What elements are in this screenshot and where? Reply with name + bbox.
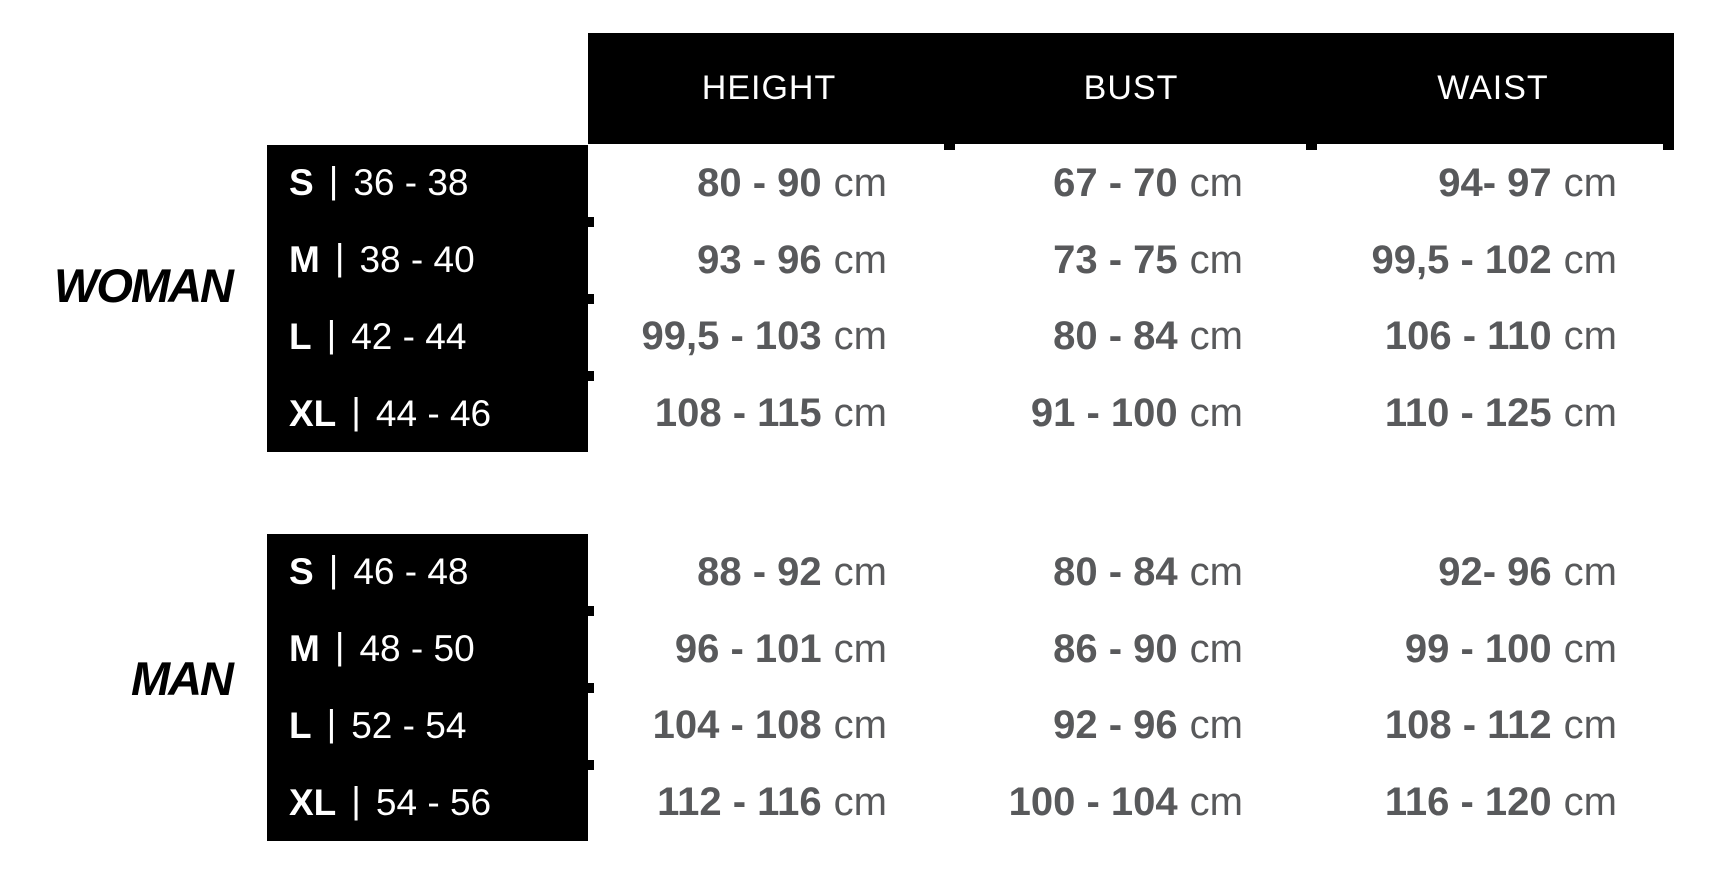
unit-label: cm	[833, 703, 887, 748]
bust-value: 100 - 104 cm	[1008, 780, 1243, 825]
size-row	[289, 611, 588, 688]
unit-label: cm	[1563, 703, 1617, 748]
section-label-woman: WOMAN	[54, 259, 232, 312]
unit-label: cm	[1189, 780, 1243, 825]
column-header-bust: BUST	[1083, 69, 1179, 107]
size-row	[289, 534, 588, 611]
size-row	[289, 222, 588, 299]
size-code: S	[289, 162, 314, 204]
waist-value: 108 - 112 cm	[1384, 703, 1617, 748]
column-header-waist: WAIST	[1437, 69, 1549, 107]
column-header-height: HEIGHT	[701, 69, 837, 107]
unit-label: cm	[833, 160, 887, 205]
size-range: 38 - 40	[359, 239, 475, 281]
tick-mark	[587, 294, 594, 304]
tick-mark	[587, 683, 594, 693]
waist-value: 99,5 - 102 cm	[1371, 237, 1617, 282]
size-row	[289, 375, 588, 452]
size-separator: |	[334, 626, 345, 668]
man-size-box	[267, 534, 588, 841]
height-value: 96 - 101 cm	[674, 626, 887, 671]
unit-label: cm	[833, 549, 887, 594]
size-code: M	[289, 239, 320, 281]
unit-label: cm	[1189, 314, 1243, 359]
size-row	[289, 688, 588, 765]
bust-value: 86 - 90 cm	[1053, 626, 1243, 671]
size-range: 52 - 54	[351, 704, 467, 746]
table-row	[588, 375, 1674, 452]
unit-label: cm	[1563, 780, 1617, 825]
tick-mark	[944, 144, 955, 150]
size-range: 48 - 50	[359, 628, 475, 670]
table-row	[588, 534, 1674, 611]
tick-mark	[587, 606, 594, 616]
height-value: 88 - 92 cm	[697, 549, 887, 594]
size-separator: |	[326, 702, 337, 744]
unit-label: cm	[1189, 549, 1243, 594]
size-range: 46 - 48	[353, 551, 469, 593]
table-row	[588, 222, 1674, 299]
size-separator: |	[351, 779, 361, 821]
size-range: 54 - 56	[375, 781, 492, 823]
size-range: 36 - 38	[353, 162, 469, 204]
tick-mark	[1306, 144, 1317, 150]
unit-label: cm	[1189, 160, 1243, 205]
size-code: M	[289, 628, 320, 670]
unit-label: cm	[1563, 314, 1617, 359]
unit-label: cm	[1189, 237, 1243, 282]
unit-label: cm	[833, 626, 887, 671]
height-value: 108 - 115 cm	[654, 391, 887, 436]
table-row	[588, 611, 1674, 688]
height-value: 80 - 90 cm	[697, 160, 887, 205]
unit-label: cm	[833, 237, 887, 282]
height-value: 99,5 - 103 cm	[641, 314, 887, 359]
waist-value: 94- 97 cm	[1438, 160, 1617, 205]
bust-value: 80 - 84 cm	[1053, 314, 1243, 359]
size-separator: |	[328, 549, 339, 591]
size-separator: |	[351, 390, 361, 432]
waist-value: 99 - 100 cm	[1404, 626, 1617, 671]
unit-label: cm	[833, 780, 887, 825]
bust-value: 92 - 96 cm	[1053, 703, 1243, 748]
size-row	[289, 764, 588, 841]
bust-value: 80 - 84 cm	[1053, 549, 1243, 594]
woman-size-box	[267, 145, 588, 452]
size-code: XL	[289, 392, 337, 434]
unit-label: cm	[1189, 703, 1243, 748]
waist-value: 92- 96 cm	[1438, 549, 1617, 594]
bust-value: 73 - 75 cm	[1053, 237, 1243, 282]
size-code: L	[289, 704, 312, 746]
tick-mark	[587, 217, 594, 227]
waist-value: 110 - 125 cm	[1384, 391, 1617, 436]
unit-label: cm	[1563, 160, 1617, 205]
unit-label: cm	[1563, 626, 1617, 671]
size-separator: |	[334, 237, 345, 279]
height-value: 112 - 116 cm	[657, 780, 887, 825]
man-values	[588, 534, 1674, 841]
table-row	[588, 764, 1674, 841]
tick-mark	[1663, 144, 1674, 150]
unit-label: cm	[1189, 626, 1243, 671]
waist-value: 116 - 120 cm	[1384, 780, 1617, 825]
bust-value: 91 - 100 cm	[1030, 391, 1243, 436]
size-range: 44 - 46	[375, 392, 492, 434]
size-row	[289, 145, 588, 222]
tick-mark	[587, 371, 594, 381]
section-label-man: MAN	[130, 652, 232, 705]
tick-mark	[587, 760, 594, 770]
size-code: S	[289, 551, 314, 593]
size-separator: |	[326, 313, 337, 355]
unit-label: cm	[1563, 237, 1617, 282]
size-range: 42 - 44	[351, 315, 467, 357]
waist-value: 106 - 110 cm	[1384, 314, 1617, 359]
unit-label: cm	[1189, 391, 1243, 436]
table-row	[588, 299, 1674, 376]
table-row	[588, 145, 1674, 222]
table-header	[588, 33, 1674, 144]
size-row	[289, 299, 588, 376]
unit-label: cm	[1563, 391, 1617, 436]
height-value: 93 - 96 cm	[697, 237, 887, 282]
bust-value: 67 - 70 cm	[1053, 160, 1243, 205]
height-value: 104 - 108 cm	[652, 703, 887, 748]
unit-label: cm	[1563, 549, 1617, 594]
unit-label: cm	[833, 314, 887, 359]
table-row	[588, 688, 1674, 765]
size-code: L	[289, 315, 312, 357]
size-code: XL	[289, 781, 337, 823]
unit-label: cm	[833, 391, 887, 436]
woman-values	[588, 145, 1674, 452]
size-separator: |	[328, 160, 339, 202]
